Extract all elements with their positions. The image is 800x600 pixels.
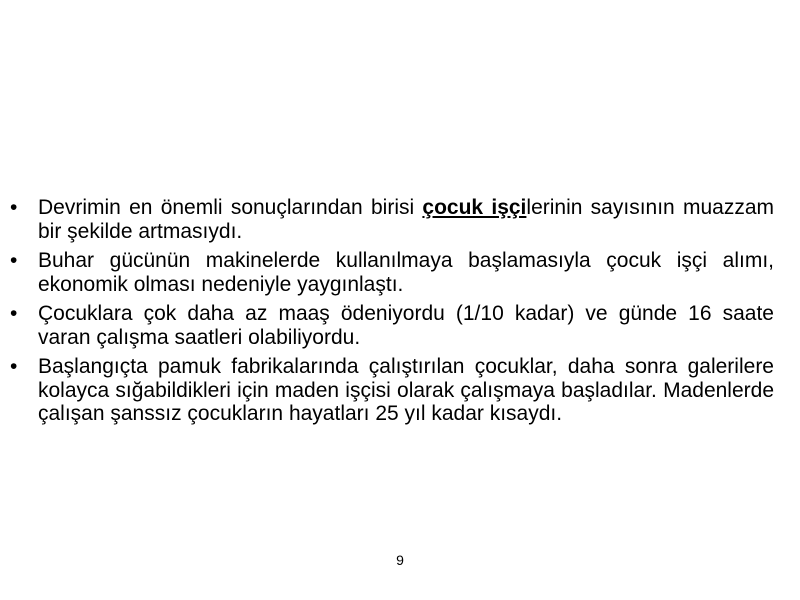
bullet-icon: • [10,249,18,272]
bullet-item-4 [10,355,774,426]
emphasized-term: çocuk işçi [422,196,527,219]
bullet-item-1 [10,196,774,243]
bullet-item-3 [10,302,774,349]
bullet-text: Başlangıçta pamuk fabrikalarında çalıştırılan çocuklar, daha sonra galerilere kolayca sığabildikleri için maden işçisi olarak çalışmaya başladılar. Madenlerde çalışan şanssız çocukların hayatları 25 yıl kadar kısaydı. [38,355,774,425]
bullet-text-before: Devrimin en önemli sonuçlarından birisi [38,196,423,219]
bullet-icon: • [10,196,18,219]
bullet-text-after: lerinin sayısının muazzam bir şekilde artmasıydı. [38,196,774,243]
bullet-text: Çocuklara çok daha az maaş ödeniyordu (1/10 kadar) ve günde 16 saate varan çalışma saatleri olabiliyordu. [38,302,774,349]
bullet-icon: • [10,355,18,378]
bullet-list [10,196,774,432]
bullet-item-2 [10,249,774,296]
bullet-text: Buhar gücünün makinelerde kullanılmaya başlamasıyla çocuk işçi alımı, ekonomik olması nedeniyle yaygınlaştı. [38,249,774,296]
bullet-icon: • [10,302,18,325]
page-number: 9 [396,552,404,568]
